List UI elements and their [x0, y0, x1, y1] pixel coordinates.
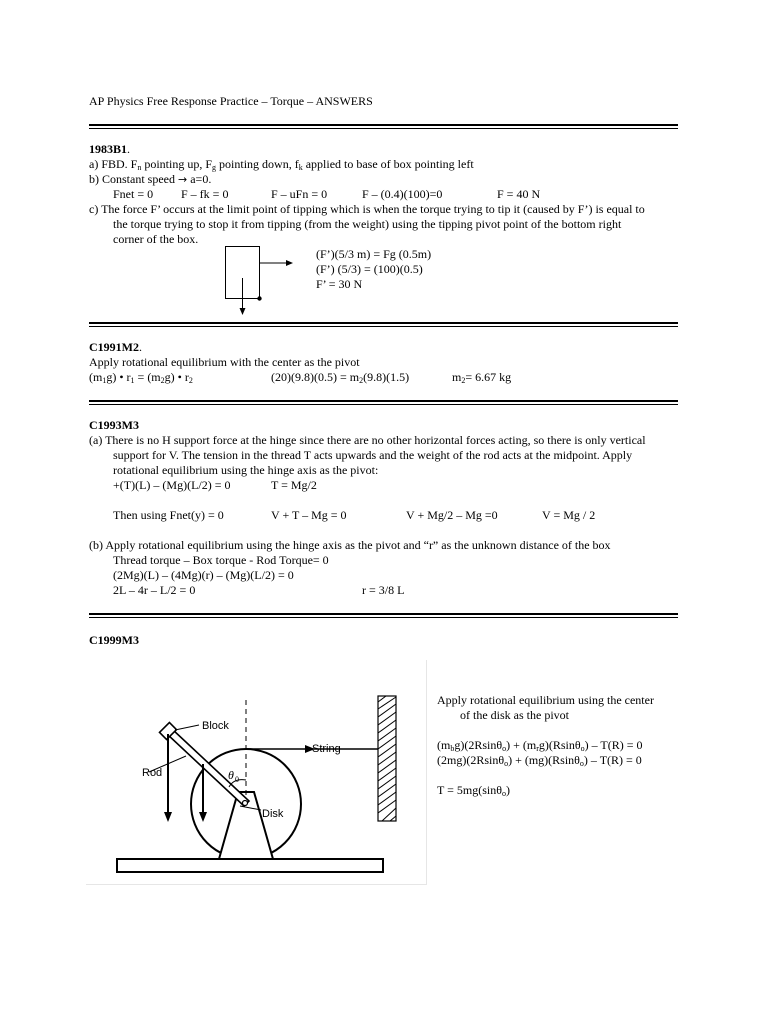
- equation: (F’) (5/3) = (100)(0.5): [316, 262, 423, 276]
- instruction-text: Apply rotational equilibrium with the center as the pivot: [89, 355, 360, 369]
- page-title: AP Physics Free Response Practice – Torque – ANSWERS: [89, 94, 373, 108]
- equation: Thread torque – Box torque - Rod Torque= 0: [113, 553, 329, 567]
- section-divider: [89, 613, 678, 618]
- part-a-line: [89, 157, 474, 172]
- pivot-point-icon: [257, 296, 261, 300]
- eq-part: ) – T(R) = 0: [584, 738, 643, 752]
- problem-c1999m3-heading: C1999M3: [89, 633, 139, 647]
- equation: V + Mg/2 – Mg =0: [406, 508, 498, 522]
- part-a-text: pointing up, F: [141, 157, 213, 171]
- part-b-text: a=0.: [187, 172, 212, 186]
- part-c-line: the torque trying to stop it from tipping (from the weight) using the tipping pivot point of the bottom right: [113, 217, 622, 231]
- section-divider: [89, 400, 678, 405]
- eq-part: g) • r: [106, 370, 131, 384]
- equation: F – fk = 0: [181, 187, 229, 201]
- eq-part: = (m: [134, 370, 161, 384]
- part-c-line: c) The force F’ occurs at the limit point of tipping which is when the torque trying to tip it (caused by F’) is equal to: [89, 202, 645, 216]
- arrowhead-icon: [286, 260, 293, 266]
- equation: (2Mg)(L) – (4Mg)(r) – (Mg)(L/2) = 0: [113, 568, 294, 582]
- right-arrow-icon: →: [178, 173, 188, 186]
- equation: [89, 370, 193, 385]
- subscript: 2: [188, 376, 193, 385]
- section-divider: [89, 322, 678, 327]
- problem-id-suffix: .: [139, 340, 142, 354]
- subscript: o: [501, 789, 506, 798]
- subscript: o: [580, 744, 585, 753]
- problem-c1993m3-heading: C1993M3: [89, 418, 139, 432]
- subscript: o: [502, 744, 507, 753]
- eq-part: (20)(9.8)(0.5) = m: [271, 370, 360, 384]
- part-b-line: [89, 172, 211, 187]
- eq-part: g)(2Rsinθ: [454, 738, 503, 752]
- string-label: String: [312, 743, 341, 755]
- equation: 2L – 4r – L/2 = 0: [113, 583, 196, 597]
- disk-label: Disk: [262, 808, 284, 820]
- subscript: n: [137, 163, 142, 172]
- part-a-text: applied to base of box pointing left: [302, 157, 474, 171]
- equation: F – (0.4)(100)=0: [362, 187, 443, 201]
- subscript: 2: [461, 376, 466, 385]
- theta-subscript: 0: [235, 775, 239, 784]
- equation: Fnet = 0: [113, 187, 154, 201]
- subscript: b: [450, 744, 455, 753]
- arrowhead-icon: [164, 812, 172, 822]
- part-c-line: corner of the box.: [113, 232, 199, 246]
- subscript: 1: [102, 376, 107, 385]
- problem-id: 1983B1: [89, 142, 128, 156]
- eq-part: (m: [437, 738, 451, 752]
- equation-result: [452, 370, 511, 385]
- subscript: 1: [130, 376, 135, 385]
- eq-part: g) • r: [164, 370, 189, 384]
- eq-part: m: [452, 370, 462, 384]
- equation: +(T)(L) – (Mg)(L/2) = 0: [113, 478, 231, 492]
- subscript: 2: [359, 376, 364, 385]
- subscript: k: [298, 163, 303, 172]
- equation: Then using Fnet(y) = 0: [113, 508, 224, 522]
- equation-result: [437, 783, 510, 798]
- subscript: o: [579, 759, 584, 768]
- equation: [437, 738, 642, 753]
- eq-part: = 6.67 kg: [465, 370, 512, 384]
- instruction-text: of the disk as the pivot: [460, 708, 569, 722]
- rod-label: Rod: [142, 767, 163, 779]
- equation: T = Mg/2: [271, 478, 317, 492]
- subscript: g: [212, 163, 217, 172]
- problem-c1991m2-heading: [89, 340, 142, 355]
- eq-part: ) + (mg)(Rsinθ: [508, 753, 580, 767]
- instruction-text: Apply rotational equilibrium using the center: [437, 693, 654, 707]
- part-a-line: support for V. The tension in the thread T acts upwards and the weight of the rod acts at the midpoint. Apply: [113, 448, 633, 462]
- theta-label: θ: [228, 768, 234, 782]
- problem-1983b1-heading: [89, 142, 130, 157]
- equation: [437, 753, 642, 768]
- block-label: Block: [202, 720, 229, 732]
- part-b-text: b) Constant speed: [89, 172, 178, 186]
- eq-part: ) + (m: [506, 738, 537, 752]
- arrowhead-icon: [240, 308, 246, 315]
- eq-part: (2mg)(2Rsinθ: [437, 753, 505, 767]
- equation: V = Mg / 2: [542, 508, 596, 522]
- part-a-line: rotational equilibrium using the hinge axis as the pivot:: [113, 463, 379, 477]
- eq-part: ) – T(R) = 0: [583, 753, 642, 767]
- eq-part: (m: [89, 370, 103, 384]
- disk-rod-figure: [86, 660, 428, 886]
- pivot-icon: [243, 801, 248, 806]
- subscript: o: [504, 759, 509, 768]
- box-force-diagram: [218, 240, 298, 316]
- equation: V + T – Mg = 0: [271, 508, 347, 522]
- eq-part: g)(Rsinθ: [538, 738, 581, 752]
- subscript: 2: [160, 376, 165, 385]
- block-leader-line: [175, 725, 199, 730]
- part-b-line: (b) Apply rotational equilibrium using the hinge axis as the pivot and “r” as the unknown distance of the box: [89, 538, 611, 552]
- subscript: r: [536, 744, 539, 753]
- equation: [271, 370, 409, 385]
- eq-part: ): [505, 783, 510, 797]
- equation: (F’)(5/3 m) = Fg (0.5m): [316, 247, 432, 261]
- part-a-line: (a) There is no H support force at the hinge since there are no other horizontal forces acting, so there is only vertical: [89, 433, 646, 447]
- section-divider: [89, 124, 678, 129]
- eq-part: (9.8)(1.5): [363, 370, 410, 384]
- part-a-text: pointing down, f: [216, 157, 299, 171]
- equation: F – uFn = 0: [271, 187, 328, 201]
- problem-id: C1991M2: [89, 340, 139, 354]
- eq-part: T = 5mg(sinθ: [437, 783, 502, 797]
- equation: F’ = 30 N: [316, 277, 363, 291]
- equation-result: r = 3/8 L: [362, 583, 405, 597]
- equation: F = 40 N: [497, 187, 541, 201]
- part-a-text: a) FBD. F: [89, 157, 138, 171]
- problem-id-suffix: .: [127, 142, 131, 156]
- base-platform: [117, 859, 383, 872]
